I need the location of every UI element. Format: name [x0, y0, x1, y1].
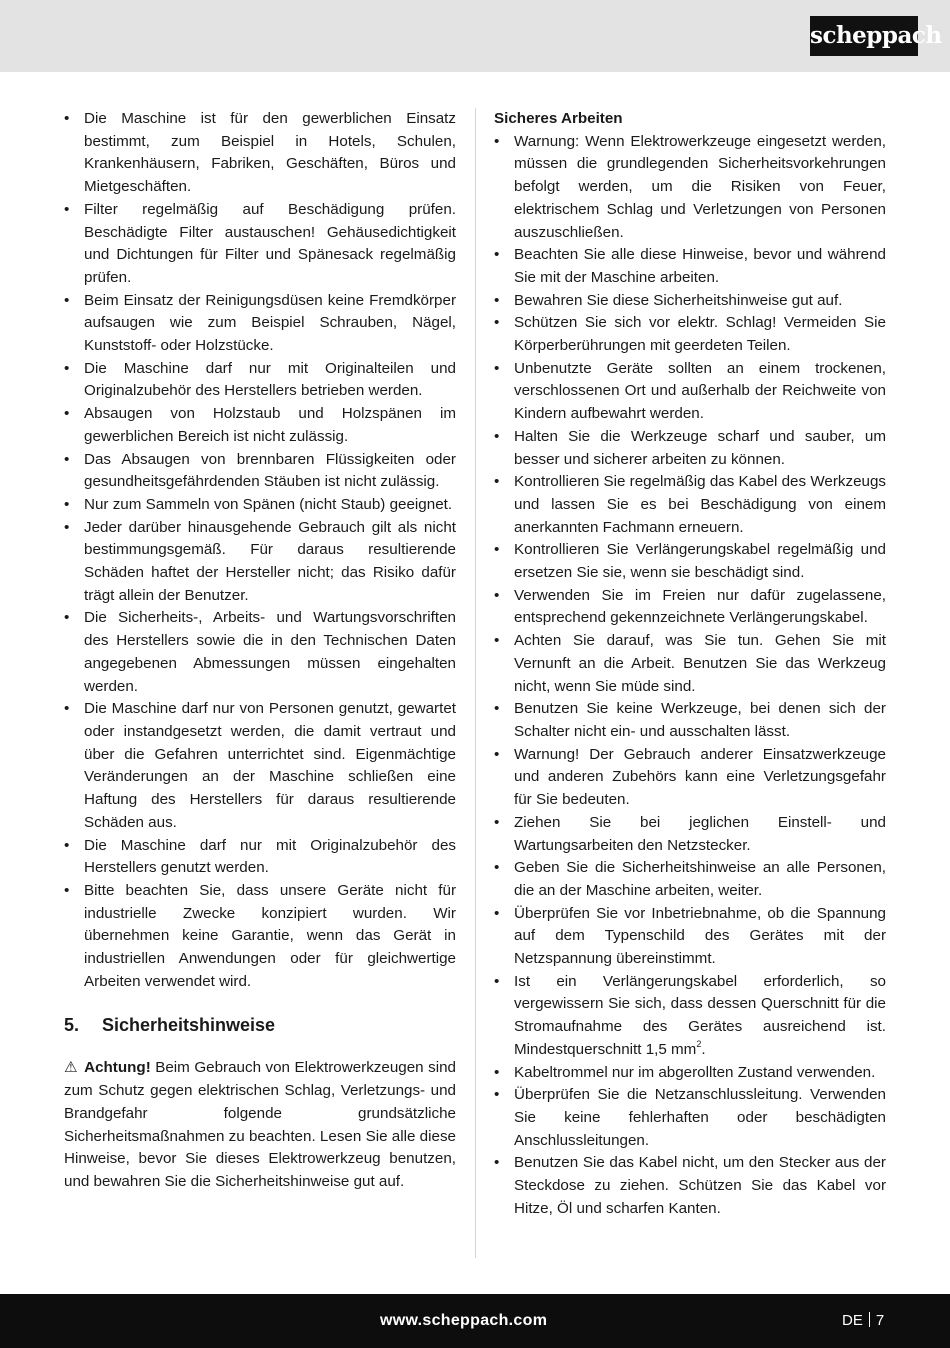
- section-number: 5.: [64, 1015, 80, 1036]
- warning-title: Achtung!: [84, 1059, 151, 1077]
- list-item: • Kontrollieren Sie Verlängerungskabel regelmäßig und ersetzen Sie sie, wenn sie beschädigt sind.: [494, 539, 886, 584]
- list-item: • Kontrollieren Sie regelmäßig das Kabel des Werkzeugs und lassen Sie es bei Beschädigung von einem anerkannten Fachmann erneuern.: [494, 471, 886, 539]
- list-item: • Jeder darüber hinausgehende Gebrauch gilt als nicht bestimmungsgemäß. Für daraus resultierende Schäden haftet der Hersteller nicht; das Risiko dafür trägt allein der Benutzer.: [64, 517, 456, 608]
- footer-separator: [869, 1312, 870, 1327]
- list-item: • Bitte beachten Sie, dass unsere Geräte nicht für industrielle Zwecke konzipiert wurden. Wir übernehmen keine Garantie, wenn das Gerät in industriellen Anwendungen oder für gleichwertige Arbeiten verwendet wird.: [64, 880, 456, 994]
- cable-item-suffix: .: [701, 1040, 706, 1058]
- list-item: • Verwenden Sie im Freien nur dafür zugelassene, entsprechend gekennzeichnete Verlängerungskabel.: [494, 585, 886, 630]
- list-item: • Die Maschine darf nur mit Originalteilen und Originalzubehör des Herstellers betrieben werden.: [64, 358, 456, 403]
- footer-language: DE: [842, 1312, 863, 1329]
- section-title: Sicherheitshinweise: [102, 1015, 276, 1036]
- list-item: • Absaugen von Holzstaub und Holzspänen im gewerblichen Bereich ist nicht zulässig.: [64, 403, 456, 448]
- list-item: • Bewahren Sie diese Sicherheitshinweise gut auf.: [494, 290, 886, 313]
- list-item: • Benutzen Sie keine Werkzeuge, bei denen sich der Schalter nicht ein- und ausschalten lässt.: [494, 698, 886, 743]
- list-item: • Ziehen Sie bei jeglichen Einstell- und Wartungsarbeiten den Netzstecker.: [494, 812, 886, 857]
- subsection-heading: Sicheres Arbeiten: [494, 110, 623, 127]
- list-item: • Beim Einsatz der Reinigungsdüsen keine Fremdkörper aufsaugen wie zum Beispiel Schrauben, Nägel, Kunststoff- oder Holzstücke.: [64, 290, 456, 358]
- list-item: • Achten Sie darauf, was Sie tun. Gehen Sie mit Vernunft an die Arbeit. Benutzen Sie das Werkzeug nicht, wenn Sie müde sind.: [494, 630, 886, 698]
- list-item: • Die Maschine darf nur von Personen genutzt, gewartet oder instandgesetzt werden, die damit vertraut und über die Gefahren unterrichtet sind. Eigenmächtige Veränderungen an der Maschine schließen eine Haftung des Herstellers für daraus resultierende Schäden aus.: [64, 698, 456, 834]
- right-column: [494, 108, 886, 1220]
- list-item: • Warnung! Der Gebrauch anderer Einsatzwerkzeuge und anderen Zubehörs kann eine Verletzungsgefahr für Sie bedeuten.: [494, 744, 886, 812]
- footer-page-number: 7: [875, 1312, 885, 1329]
- list-item: • Benutzen Sie das Kabel nicht, um den Stecker aus der Steckdose zu ziehen. Schützen Sie das Kabel vor Hitze, Öl und scharfen Kanten.: [494, 1152, 886, 1220]
- list-item: • Filter regelmäßig auf Beschädigung prüfen. Beschädigte Filter austauschen! Gehäusedichtigkeit und Dichtungen für Filter und Spänesack regelmäßig prüfen.: [64, 199, 456, 290]
- list-item: • Kabeltrommel nur im abgerollten Zustand verwenden.: [494, 1062, 886, 1085]
- list-item: • Überprüfen Sie vor Inbetriebnahme, ob die Spannung auf dem Typenschild des Gerätes mit der Netzspannung übereinstimmt.: [494, 903, 886, 971]
- usage-bullet-list: [64, 108, 456, 993]
- footer-bar: [0, 1294, 950, 1348]
- header-band: [0, 0, 950, 72]
- list-item: • Geben Sie die Sicherheitshinweise an alle Personen, die an der Maschine arbeiten, weiter.: [494, 857, 886, 902]
- list-item: • Beachten Sie alle diese Hinweise, bevor und während Sie mit der Maschine arbeiten.: [494, 244, 886, 289]
- list-item: • Das Absaugen von brennbaren Flüssigkeiten oder gesundheitsgefährdenden Stäuben ist nicht zulässig.: [64, 449, 456, 494]
- list-item: • Die Maschine darf nur mit Originalzubehör des Herstellers genutzt werden.: [64, 835, 456, 880]
- section-heading: [64, 1013, 456, 1037]
- warning-text: Beim Gebrauch von Elektrowerkzeugen sind zum Schutz gegen elektrischen Schlag, Verletzungs- und Brandgefahr folgende grundsätzliche Sicherheitsmaßnahmen zu beachten. Lesen Sie alle diese Hinweise, bevor Sie dieses Elektrowerkzeug benutzen, und bewahren Sie die Sicherheitshinweise gut auf.: [64, 1059, 456, 1190]
- list-item: • Schützen Sie sich vor elektr. Schlag! Vermeiden Sie Körperberührungen mit geerdeten Teilen.: [494, 312, 886, 357]
- left-column: [64, 108, 456, 1194]
- list-item: • Halten Sie die Werkzeuge scharf und sauber, um besser und sicherer arbeiten zu können.: [494, 426, 886, 471]
- list-item: • Die Sicherheits-, Arbeits- und Wartungsvorschriften des Herstellers sowie die in den Technischen Daten angegebenen Abmessungen müssen eingehalten werden.: [64, 607, 456, 698]
- list-item-cable-cross-section: [494, 971, 886, 1062]
- list-item: • Nur zum Sammeln von Spänen (nicht Staub) geeignet.: [64, 494, 456, 517]
- warning-triangle-icon: ⚠: [64, 1059, 78, 1077]
- footer-page-indicator: [842, 1310, 884, 1332]
- safety-bullet-list: [494, 131, 886, 1221]
- footer-website-link[interactable]: www.scheppach.com: [380, 1312, 548, 1329]
- warning-paragraph: [64, 1057, 456, 1193]
- list-item: • Überprüfen Sie die Netzanschlussleitung. Verwenden Sie keine fehlerhaften oder beschädigten Anschlussleitungen.: [494, 1084, 886, 1152]
- cable-item-text: Ist ein Verlängerungskabel erforderlich, so vergewissern Sie sich, dass dessen Querschnitt für die Stromaufnahme des Gerätes ausreichend ist. Mindestquerschnitt 1,5 mm: [514, 972, 886, 1058]
- list-item: • Warnung: Wenn Elektrowerkzeuge eingesetzt werden, müssen die grundlegenden Sicherheitsvorkehrungen befolgt werden, um die Risiken von Feuer, elektrischem Schlag und Verletzungen von Personen auszuschließen.: [494, 131, 886, 245]
- cable-item-superscript: 2: [696, 1039, 702, 1050]
- list-item: • Die Maschine ist für den gewerblichen Einsatz bestimmt, zum Beispiel in Hotels, Schulen, Krankenhäusern, Fabriken, Geschäften, Büros und Mietgeschäften.: [64, 108, 456, 199]
- brand-logo: scheppach: [810, 16, 918, 56]
- list-item: • Unbenutzte Geräte sollten an einem trockenen, verschlossenen Ort und außerhalb der Reichweite von Kindern aufbewahrt werden.: [494, 358, 886, 426]
- column-divider: [475, 108, 476, 1258]
